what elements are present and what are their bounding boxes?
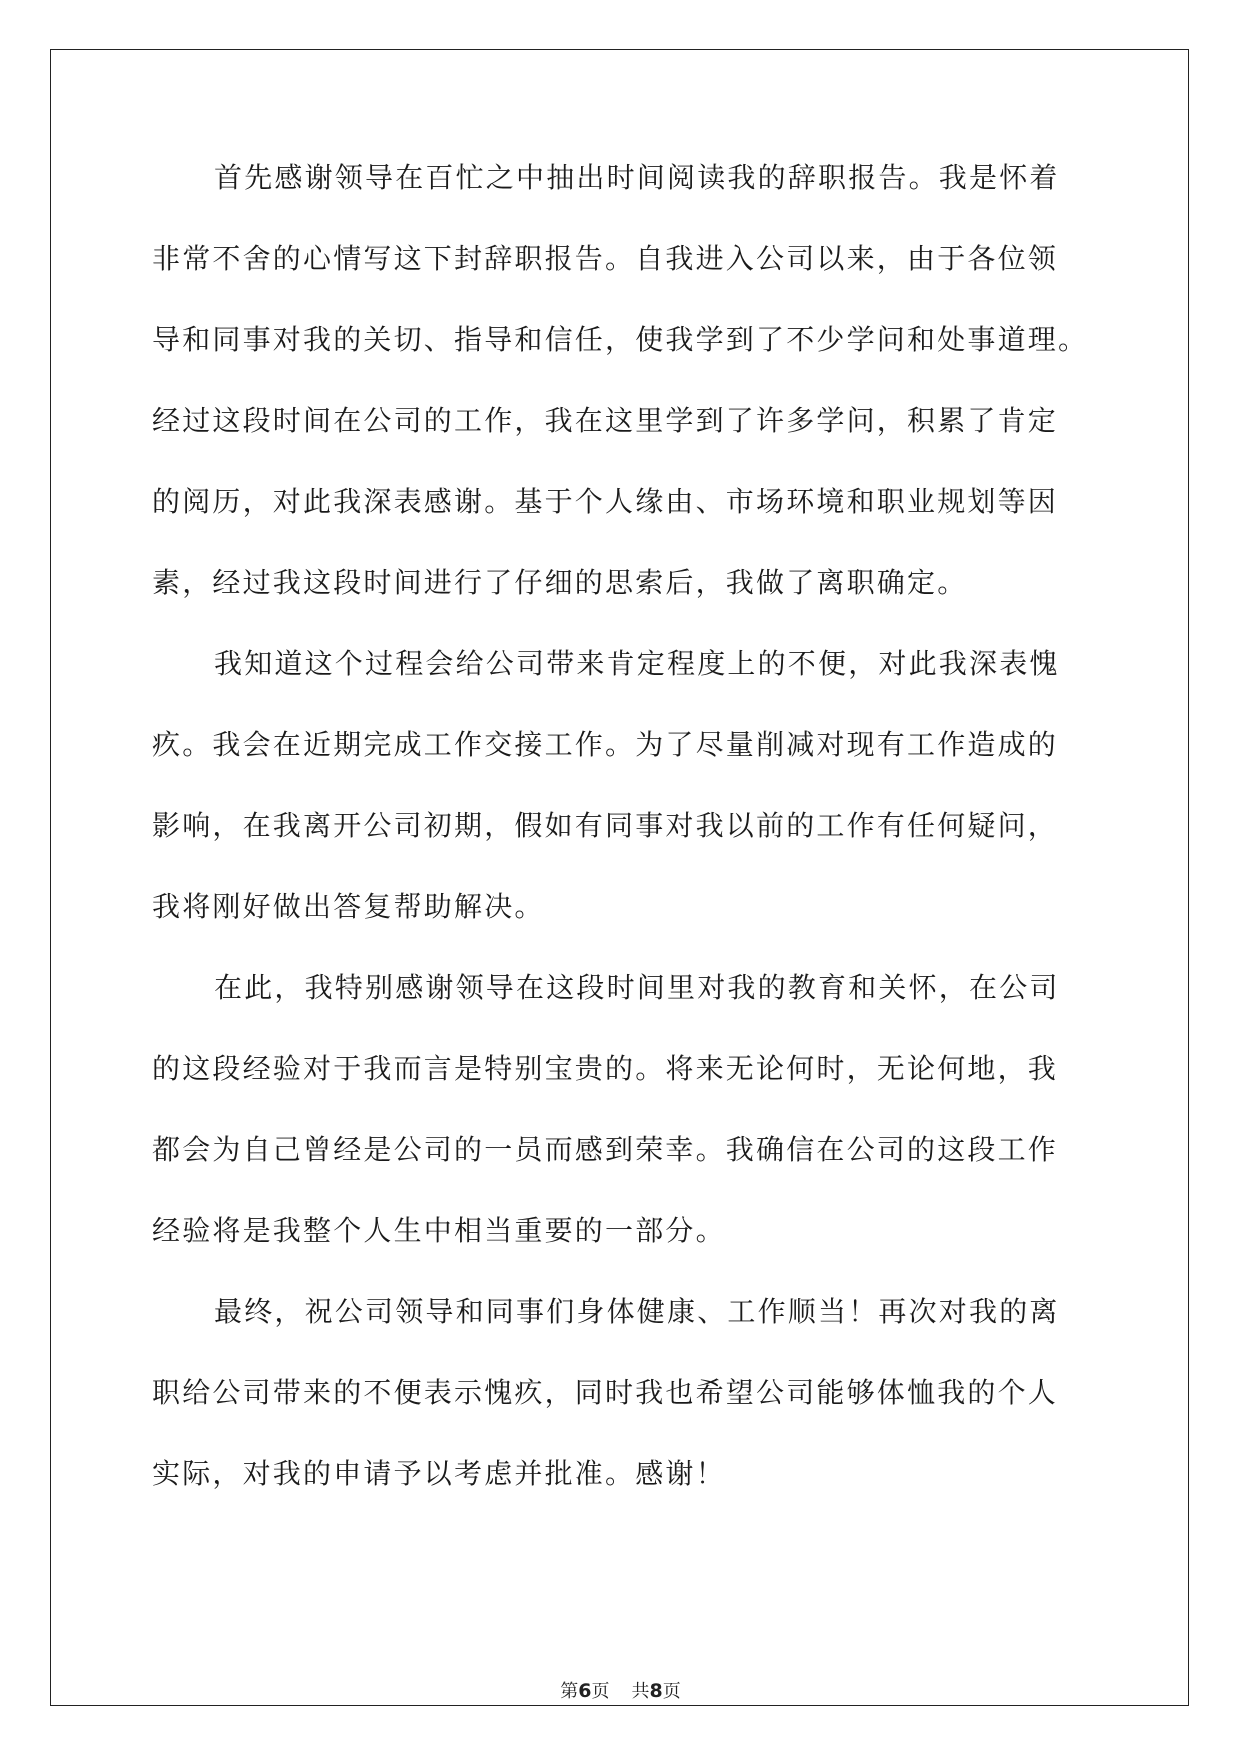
text-line: 在此，我特别感谢领导在这段时间里对我的教育和关怀，在公司 bbox=[214, 971, 1060, 1004]
page-label-prefix: 第 bbox=[560, 1681, 579, 1702]
document-body bbox=[152, 161, 1092, 1541]
text-line: 素，经过我这段时间进行了仔细的思索后，我做了离职确定。 bbox=[152, 566, 968, 599]
text-line: 实际，对我的申请予以考虑并批准。感谢！ bbox=[152, 1457, 726, 1490]
text-line: 影响，在我离开公司初期，假如有同事对我以前的工作有任何疑问， bbox=[152, 809, 1059, 842]
text-line: 经验将是我整个人生中相当重要的一部分。 bbox=[152, 1214, 726, 1247]
text-line: 都会为自己曾经是公司的一员而感到荣幸。我确信在公司的这段工作 bbox=[152, 1133, 1059, 1166]
total-page-number: 8 bbox=[649, 1680, 663, 1702]
current-page-number: 6 bbox=[578, 1680, 592, 1702]
text-line: 经过这段时间在公司的工作，我在这里学到了许多学问，积累了肯定 bbox=[152, 404, 1059, 437]
text-line: 职给公司带来的不便表示愧疚，同时我也希望公司能够体恤我的个人 bbox=[152, 1376, 1059, 1409]
text-line: 疚。我会在近期完成工作交接工作。为了尽量削减对现有工作造成的 bbox=[152, 728, 1059, 761]
page-label-suffix: 页 bbox=[591, 1681, 610, 1702]
text-line: 导和同事对我的关切、指导和信任，使我学到了不少学问和处事道理。 bbox=[152, 323, 1089, 356]
text-line: 首先感谢领导在百忙之中抽出时间阅读我的辞职报告。我是怀着 bbox=[214, 161, 1060, 194]
text-line: 最终，祝公司领导和同事们身体健康、工作顺当！再次对我的离 bbox=[214, 1295, 1060, 1328]
text-line: 的阅历，对此我深表感谢。基于个人缘由、市场环境和职业规划等因 bbox=[152, 485, 1059, 518]
text-line: 我将刚好做出答复帮助解决。 bbox=[152, 890, 545, 923]
total-label-prefix: 共 bbox=[631, 1681, 650, 1702]
total-label-suffix: 页 bbox=[662, 1681, 681, 1702]
text-line: 的这段经验对于我而言是特别宝贵的。将来无论何时，无论何地，我 bbox=[152, 1052, 1059, 1085]
text-line: 非常不舍的心情写这下封辞职报告。自我进入公司以来，由于各位领 bbox=[152, 242, 1059, 275]
page-footer bbox=[0, 1677, 1241, 1703]
text-line: 我知道这个过程会给公司带来肯定程度上的不便，对此我深表愧 bbox=[214, 647, 1060, 680]
